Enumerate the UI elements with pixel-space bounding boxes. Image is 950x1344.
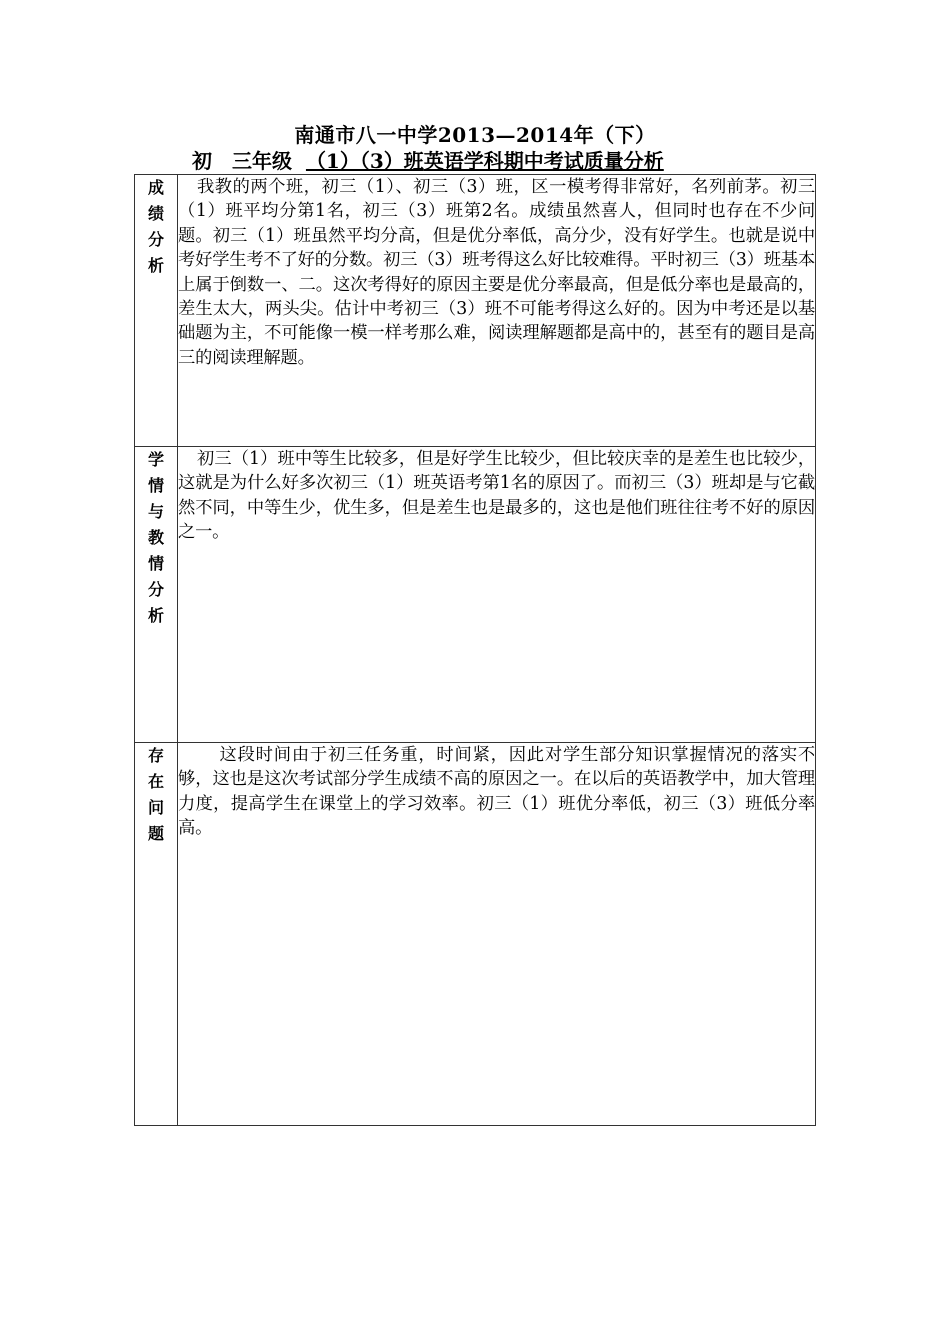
document-title: 南通市八一中学2013—2014年（下）: [294, 123, 656, 147]
grade-label: 三年级: [232, 149, 292, 173]
analysis-table: [134, 174, 816, 1126]
section-text: 这段时间由于初三任务重，时间紧，因此对学生部分知识掌握情况的落实不够，这也是这次考试部分学生成绩不高的原因之一。在以后的英语教学中，加大管理力度，提高学生在课堂上的学习效率。初三（1）班优分率低，初三（3）班低分率高。: [178, 743, 816, 1126]
section-row-problems: [135, 743, 816, 1126]
class-label: （1）（3）班: [305, 149, 424, 173]
section-text: 我教的两个班，初三（1）、初三（3）班，区一模考得非常好，名列前茅。初三（1）班平均分第1名，初三（3）班第2名。成绩虽然喜人，但同时也存在不少问题。初三（1）班虽然平均分高，但是优分率低，高分少，没有好学生。也就是说中考好学生考不了好的分数。初三（3）班考得这么好比较难得。平时初三（3）班基本上属于倒数一、二。这次考得好的原因主要是优分率最高，但是低分率也是最高的，差生太大，两头尖。估计中考初三（3）班不可能考得这么好的。因为中考还是以基础题为主，不可能像一模一样考那么难，阅读理解题都是高中的，甚至有的题目是高三的阅读理解题。: [178, 175, 816, 447]
grade-prefix: 初: [192, 149, 232, 173]
section-label: 成绩分析: [135, 175, 178, 447]
document-subtitle: [192, 148, 792, 174]
subject-label: 英语学科期中考试质量分析: [423, 149, 664, 173]
section-row-scores: [135, 175, 816, 447]
section-row-learning: [135, 447, 816, 743]
section-label: 学情与教情分析: [135, 447, 178, 743]
section-label: 存在问题: [135, 743, 178, 1126]
section-text: 初三（1）班中等生比较多，但是好学生比较少，但比较庆幸的是差生也比较少，这就是为什么好多次初三（1）班英语考第1名的原因了。而初三（3）班却是与它截然不同，中等生少，优生多，但是差生也是最多的，这也是他们班往往考不好的原因之一。: [178, 447, 816, 743]
